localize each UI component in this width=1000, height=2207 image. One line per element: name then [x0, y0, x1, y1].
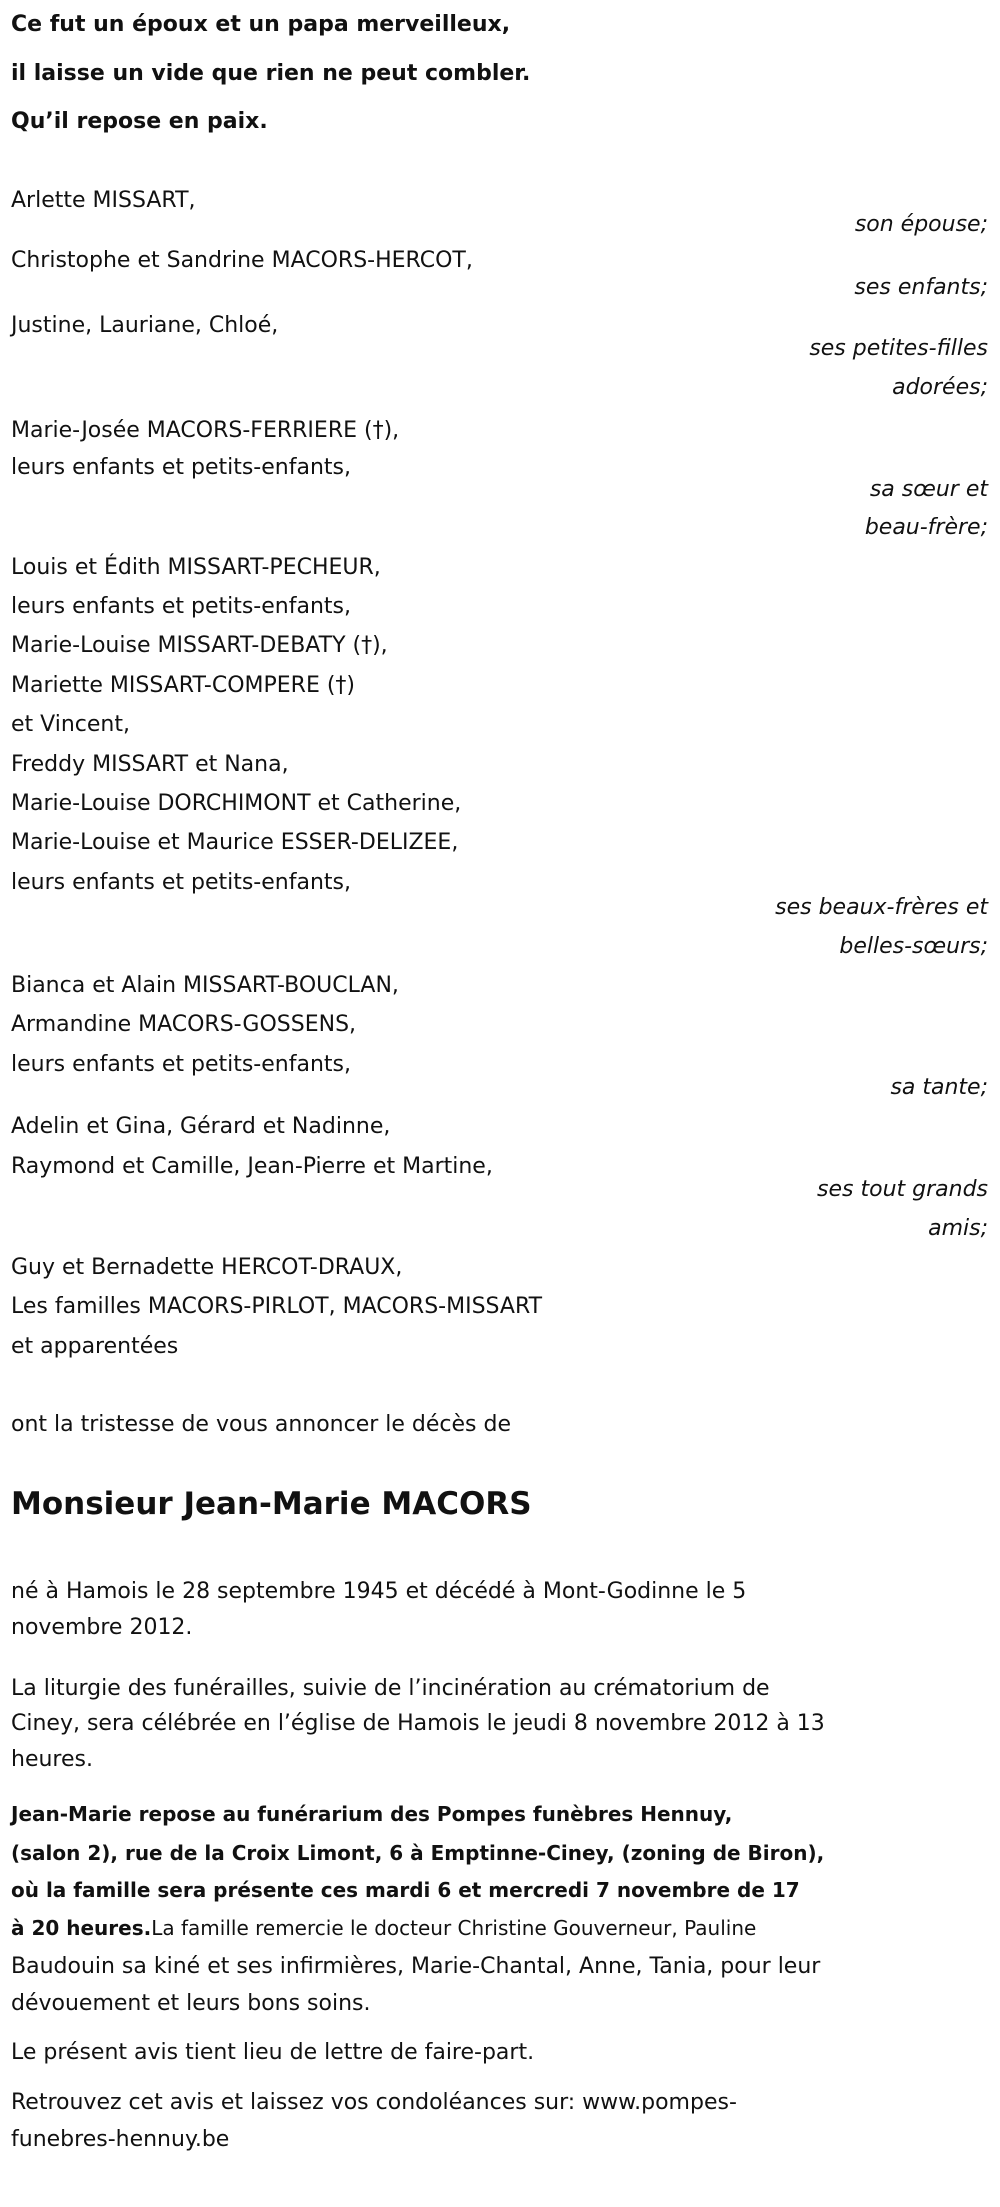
- family-role: beau-frère;: [864, 515, 988, 540]
- family-name: leurs enfants et petits-enfants,: [11, 870, 351, 895]
- family-role: son épouse;: [854, 212, 988, 237]
- family-role: belles-sœurs;: [839, 934, 988, 959]
- family-role: adorées;: [892, 375, 988, 400]
- family-name: leurs enfants et petits-enfants,: [11, 455, 351, 480]
- visitation-line: à 20 heures.: [11, 1916, 152, 1940]
- family-name: Adelin et Gina, Gérard et Nadinne,: [11, 1114, 391, 1139]
- family-name: Marie-Louise et Maurice ESSER-DELIZEE,: [11, 830, 459, 855]
- liturgy-line: heures.: [11, 1747, 93, 1772]
- liturgy-line: Ciney, sera célébrée en l’église de Hamois le jeudi 8 novembre 2012 à 13: [11, 1711, 825, 1736]
- visitation-line: (salon 2), rue de la Croix Limont, 6 à Emptinne-Ciney, (zoning de Biron),: [11, 1841, 825, 1865]
- family-name: Arlette MISSART,: [11, 188, 196, 213]
- family-name: Guy et Bernadette HERCOT-DRAUX,: [11, 1255, 403, 1280]
- family-name: Armandine MACORS-GOSSENS,: [11, 1012, 357, 1037]
- family-name: et Vincent,: [11, 712, 130, 737]
- family-role: sa tante;: [890, 1075, 988, 1100]
- family-name: Marie-Louise MISSART-DEBATY (†),: [11, 633, 388, 658]
- family-name: Raymond et Camille, Jean-Pierre et Martine,: [11, 1154, 493, 1179]
- family-name: Christophe et Sandrine MACORS-HERCOT,: [11, 248, 473, 273]
- condolences-link[interactable]: funebres-hennuy.be: [11, 2127, 230, 2152]
- thanks-line: La famille remercie le docteur Christine Gouverneur, Pauline: [151, 1916, 757, 1940]
- family-role: ses beaux-frères et: [775, 895, 988, 920]
- condolences-line: Retrouvez cet avis et laissez vos condoléances sur: www.pompes-: [11, 2090, 737, 2115]
- family-name: et apparentées: [11, 1334, 179, 1359]
- visitation-thanks-line: [11, 1913, 756, 1943]
- family-name: Les familles MACORS-PIRLOT, MACORS-MISSART: [11, 1294, 543, 1319]
- family-role: ses enfants;: [854, 275, 988, 300]
- family-role: sa sœur et: [869, 477, 988, 502]
- deceased-name: Monsieur Jean-Marie MACORS: [11, 1486, 532, 1522]
- epitaph-line: Ce fut un époux et un papa merveilleux,: [11, 12, 511, 37]
- visitation-line: où la famille sera présente ces mardi 6 et mercredi 7 novembre de 17: [11, 1878, 800, 1902]
- family-role: ses petites-filles: [809, 336, 988, 361]
- notice-text: Le présent avis tient lieu de lettre de faire-part.: [11, 2040, 535, 2065]
- family-name: Louis et Édith MISSART-PECHEUR,: [11, 555, 381, 580]
- family-name: Mariette MISSART-COMPERE (†): [11, 673, 356, 698]
- family-name: leurs enfants et petits-enfants,: [11, 594, 351, 619]
- announcement-text: ont la tristesse de vous annoncer le décès de: [11, 1412, 512, 1437]
- epitaph-line: il laisse un vide que rien ne peut combler.: [11, 61, 531, 86]
- family-name: Marie-Louise DORCHIMONT et Catherine,: [11, 791, 462, 816]
- birth-death-line: novembre 2012.: [11, 1615, 193, 1640]
- family-role: amis;: [928, 1216, 988, 1241]
- liturgy-line: La liturgie des funérailles, suivie de l’incinération au crématorium de: [11, 1676, 770, 1701]
- family-name: Justine, Lauriane, Chloé,: [11, 313, 279, 338]
- family-name: leurs enfants et petits-enfants,: [11, 1052, 351, 1077]
- family-name: Freddy MISSART et Nana,: [11, 752, 289, 777]
- epitaph-line: Qu’il repose en paix.: [11, 109, 268, 134]
- family-role: ses tout grands: [817, 1177, 988, 1202]
- birth-death-line: né à Hamois le 28 septembre 1945 et décédé à Mont-Godinne le 5: [11, 1579, 747, 1604]
- visitation-line: Jean-Marie repose au funérarium des Pompes funèbres Hennuy,: [11, 1802, 733, 1826]
- family-name: Marie-Josée MACORS-FERRIERE (†),: [11, 418, 400, 443]
- family-name: Bianca et Alain MISSART-BOUCLAN,: [11, 973, 399, 998]
- thanks-line: dévouement et leurs bons soins.: [11, 1991, 371, 2016]
- thanks-line: Baudouin sa kiné et ses infirmières, Marie-Chantal, Anne, Tania, pour leur: [11, 1954, 821, 1979]
